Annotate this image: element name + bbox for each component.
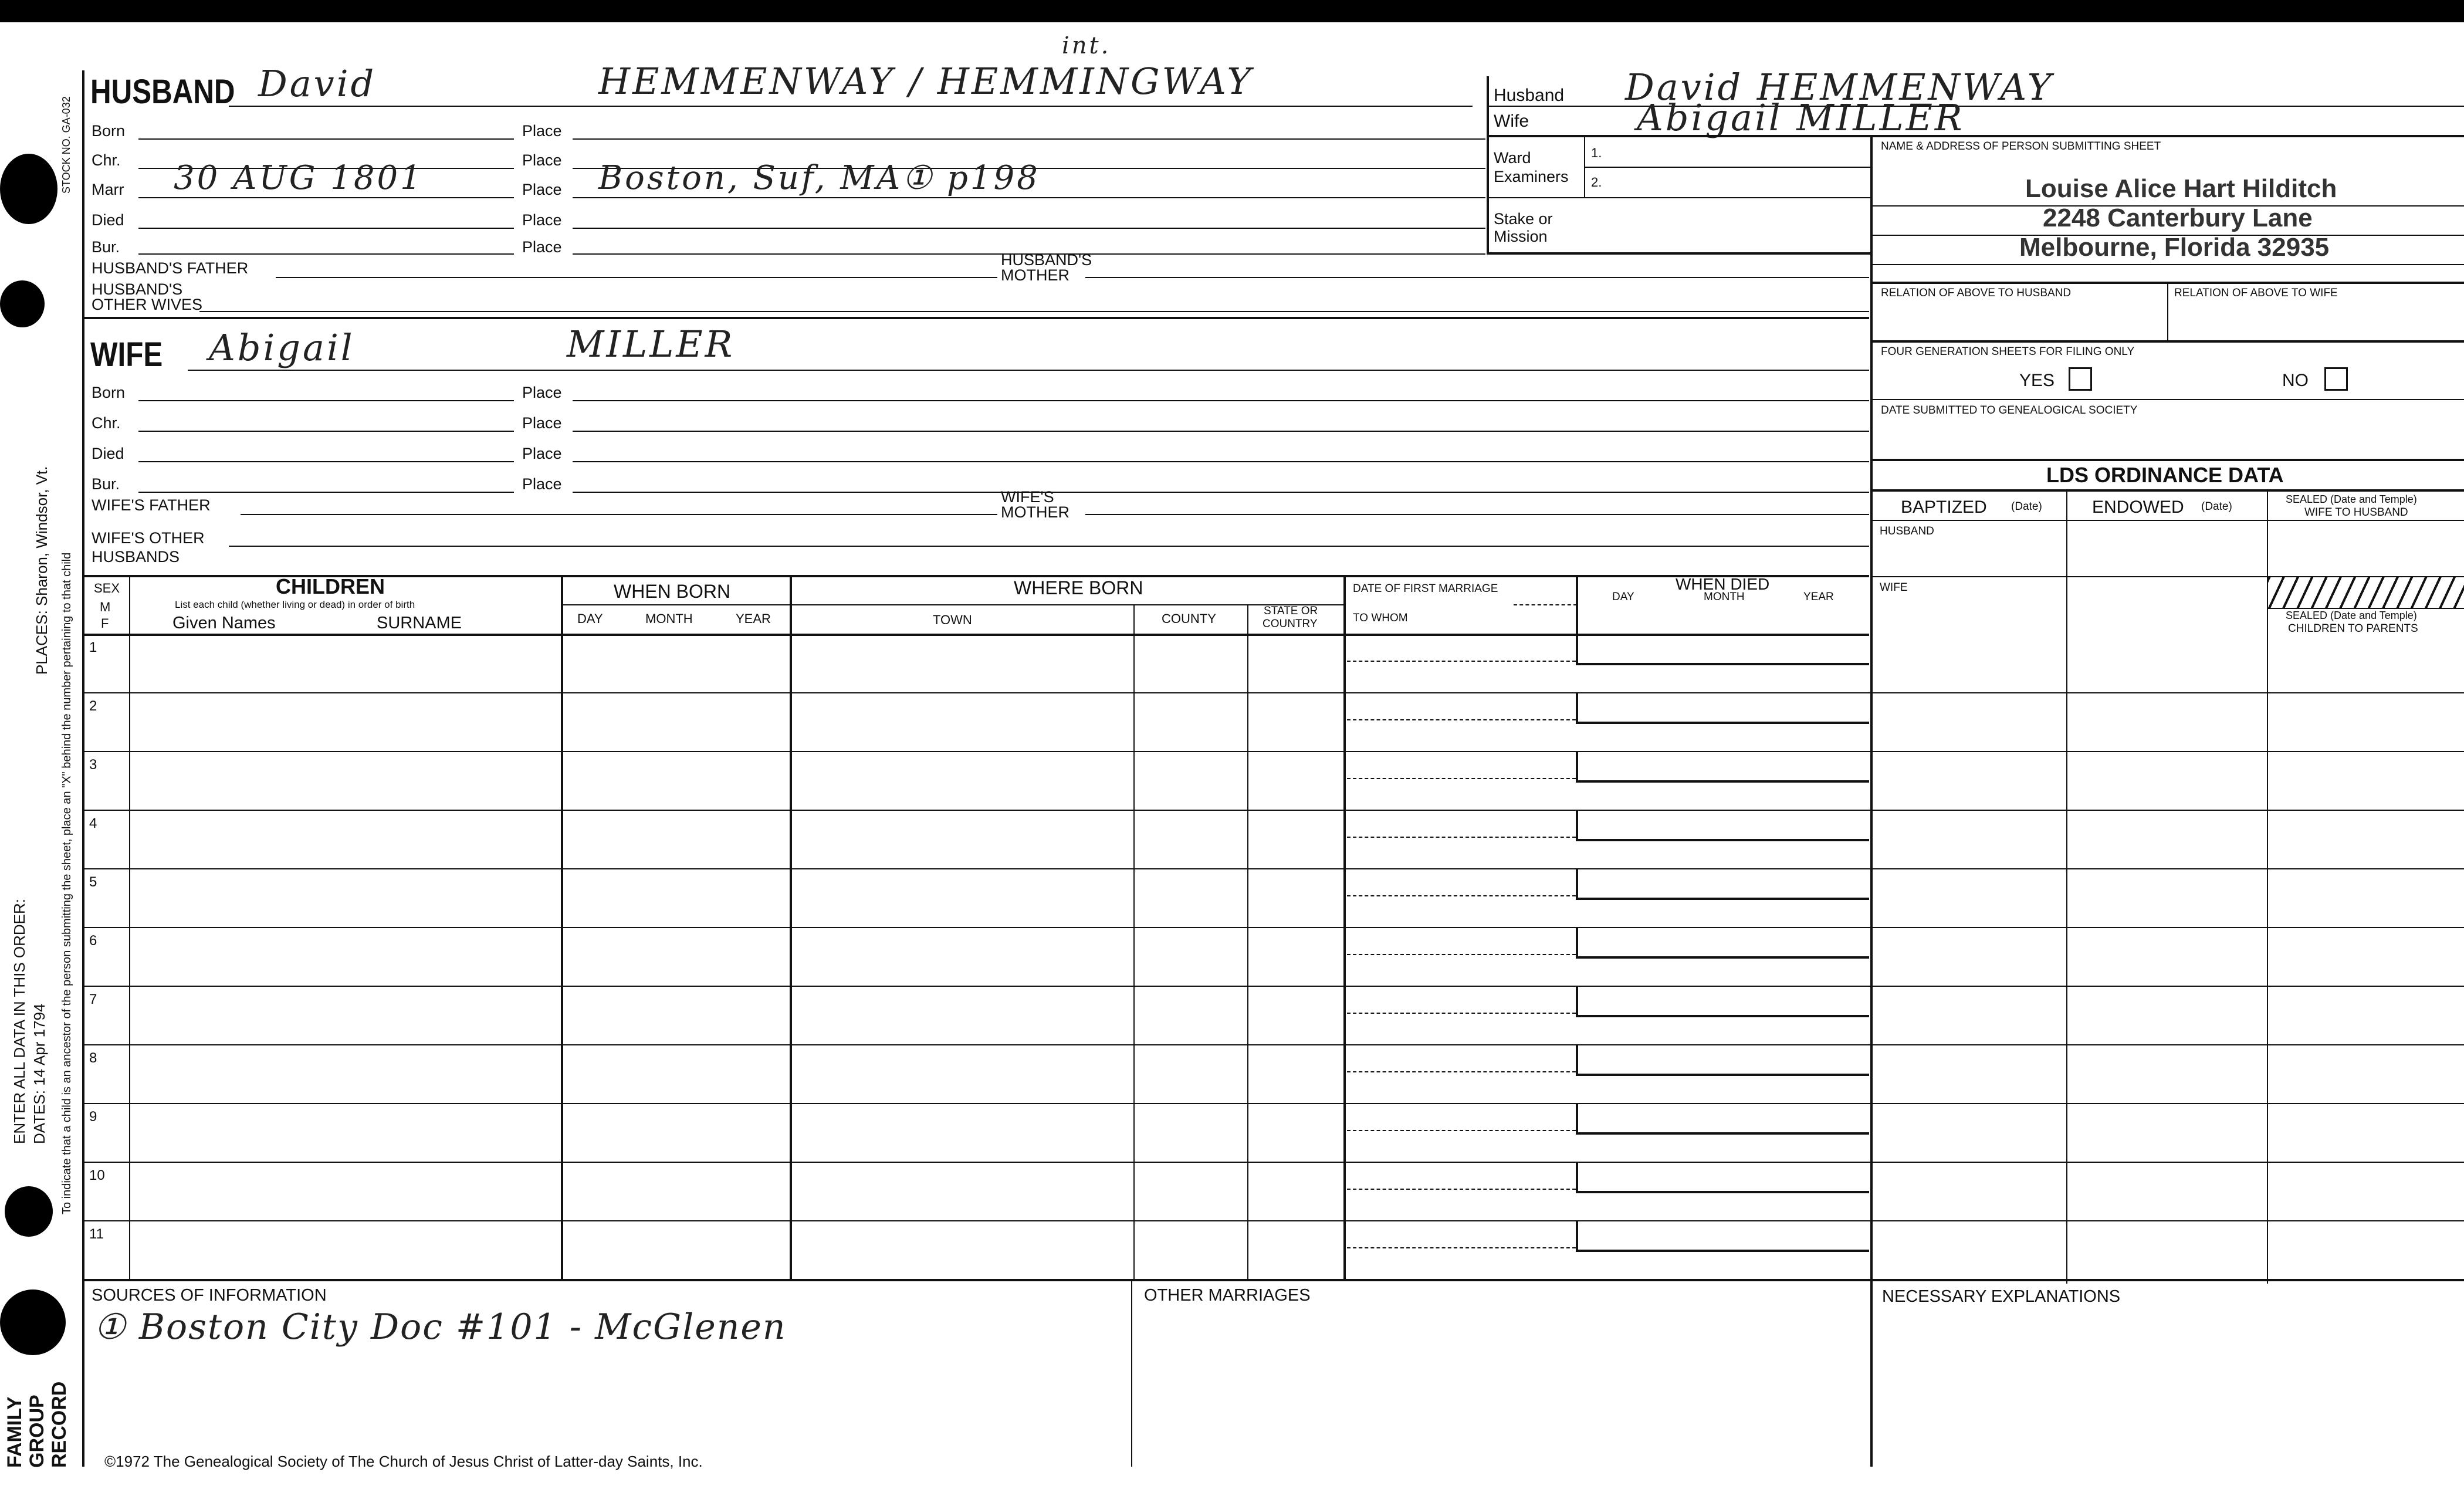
wife-chr-place-line bbox=[573, 431, 1869, 432]
given-names-header: Given Names bbox=[172, 614, 276, 632]
husbands-mother-line bbox=[1085, 277, 1869, 278]
child-row-number: 4 bbox=[89, 815, 97, 831]
no-label: NO bbox=[2282, 371, 2309, 390]
child-death-box[interactable] bbox=[1576, 811, 1869, 841]
husband-title: HUSBAND bbox=[90, 73, 235, 111]
endowed-label: ENDOWED bbox=[2092, 497, 2184, 517]
other-marriages-divider bbox=[1131, 1279, 1132, 1467]
wifes-other-husbands-label-1: WIFE'S OTHER bbox=[92, 529, 205, 547]
punch-hole-4 bbox=[0, 1289, 66, 1355]
husbands-mother-label-1: HUSBAND'S bbox=[1001, 251, 1092, 269]
record-title-record: RECORD bbox=[48, 1381, 70, 1468]
child-row-number: 11 bbox=[89, 1226, 104, 1242]
date-submitted-label: DATE SUBMITTED TO GENEALOGICAL SOCIETY bbox=[1881, 404, 2138, 417]
four-generation-label: FOUR GENERATION SHEETS FOR FILING ONLY bbox=[1881, 346, 2135, 358]
husband-chr-place-label: Place bbox=[522, 151, 562, 169]
punch-hole-3 bbox=[5, 1186, 53, 1237]
to-whom-header: TO WHOM bbox=[1353, 612, 1408, 624]
husband-marr-label: Marr bbox=[92, 181, 124, 198]
husband-bur-place-label: Place bbox=[522, 238, 562, 256]
husband-bur-line bbox=[138, 253, 514, 255]
sex-f-label: F bbox=[101, 616, 109, 631]
wife-name-line bbox=[188, 370, 1869, 371]
stake-label-1: Stake or bbox=[1494, 210, 1553, 228]
town-header: TOWN bbox=[933, 612, 972, 627]
wife-bur-place-label: Place bbox=[522, 475, 562, 493]
examiner-2: 2. bbox=[1591, 175, 1602, 189]
husband-born-line bbox=[138, 138, 514, 140]
child-marriage-date-dash bbox=[1347, 1247, 1576, 1248]
husband-name-line bbox=[229, 106, 1473, 107]
child-marriage-date-dash bbox=[1347, 837, 1576, 838]
examiner-2-line bbox=[1487, 197, 1870, 198]
necessary-explanations-label: NECESSARY EXPLANATIONS bbox=[1882, 1287, 2121, 1306]
when-died-header: WHEN DIED bbox=[1676, 575, 1770, 593]
lds-col-1 bbox=[2066, 489, 2067, 1284]
summary-wife-label: Wife bbox=[1494, 111, 1529, 131]
died-day-header: DAY bbox=[1612, 591, 1634, 603]
husbands-father-line bbox=[276, 277, 997, 278]
ward-label: Ward bbox=[1494, 149, 1531, 167]
wife-born-line bbox=[138, 400, 514, 401]
lds-title: LDS ORDINANCE DATA bbox=[2046, 463, 2284, 487]
child-row-number: 10 bbox=[89, 1167, 105, 1183]
wife-born-place-label: Place bbox=[522, 384, 562, 401]
right-column-divider bbox=[1870, 136, 1873, 1467]
other-marriages-label: OTHER MARRIAGES bbox=[1144, 1286, 1311, 1305]
summary-box-bottom bbox=[1487, 252, 1870, 255]
child-death-box[interactable] bbox=[1576, 693, 1869, 724]
husbands-mother-label-2: MOTHER bbox=[1001, 266, 1069, 284]
child-marriage-date-dash bbox=[1347, 954, 1576, 955]
margin-places: PLACES: Sharon, Windsor, Vt. bbox=[33, 466, 50, 675]
sealed-wife-to-husband-1: SEALED (Date and Temple) bbox=[2286, 493, 2417, 505]
husband-died-place-label: Place bbox=[522, 211, 562, 229]
children-title: CHILDREN bbox=[276, 574, 385, 598]
wifes-mother-label-2: MOTHER bbox=[1001, 503, 1069, 521]
child-marriage-date-dash bbox=[1347, 1013, 1576, 1014]
margin-enter-order: ENTER ALL DATA IN THIS ORDER: bbox=[11, 898, 28, 1144]
husbands-father-label: HUSBAND'S FATHER bbox=[92, 259, 249, 277]
husband-born-label: Born bbox=[92, 122, 126, 140]
child-row-number: 9 bbox=[89, 1109, 97, 1125]
husband-marr-place-label: Place bbox=[522, 181, 562, 198]
submitter-label: NAME & ADDRESS OF PERSON SUBMITTING SHEET bbox=[1881, 140, 2161, 153]
husbands-other-wives-label-2: OTHER WIVES bbox=[92, 296, 203, 313]
child-marriage-date-dash bbox=[1347, 661, 1576, 662]
child-row-bottom bbox=[82, 1103, 2464, 1104]
punch-hole-1 bbox=[0, 154, 57, 224]
where-born-header: WHERE BORN bbox=[1014, 577, 1143, 598]
month-header: MONTH bbox=[645, 611, 693, 626]
child-marriage-date-dash bbox=[1347, 719, 1576, 720]
endowed-date-label: (Date) bbox=[2201, 500, 2232, 513]
lds-title-bottom bbox=[1870, 489, 2464, 492]
state-header-2: COUNTRY bbox=[1263, 618, 1318, 630]
punch-hole-2 bbox=[0, 280, 45, 327]
children-table-bottom bbox=[82, 1279, 2464, 1281]
first-marriage-header: DATE OF FIRST MARRIAGE bbox=[1353, 583, 1498, 595]
wifes-mother-label-1: WIFE'S bbox=[1001, 488, 1054, 506]
child-row-number: 3 bbox=[89, 757, 97, 773]
relation-divider bbox=[2167, 283, 2168, 341]
examiner-1-line bbox=[1584, 167, 1870, 168]
stake-label-2: Mission bbox=[1494, 228, 1548, 245]
record-title-family: FAMILY bbox=[4, 1396, 26, 1468]
husband-died-line bbox=[138, 228, 514, 229]
child-death-box[interactable] bbox=[1576, 928, 1869, 959]
child-marriage-date-dash bbox=[1347, 895, 1576, 896]
wife-died-place-line bbox=[573, 461, 1869, 462]
state-header-1: STATE OR bbox=[1264, 605, 1318, 617]
yes-label: YES bbox=[2019, 371, 2055, 390]
husband-died-place-line bbox=[573, 228, 1485, 229]
examiner-1: 1. bbox=[1591, 145, 1602, 160]
baptized-label: BAPTIZED bbox=[1901, 497, 1987, 517]
wife-born-label: Born bbox=[92, 384, 126, 401]
examiners-label: Examiners bbox=[1494, 168, 1569, 185]
sealed-children-to-parents-1: SEALED (Date and Temple) bbox=[2286, 610, 2417, 621]
wifes-father-label: WIFE'S FATHER bbox=[92, 496, 211, 514]
submitter-line-1: Louise Alice Hart Hilditch bbox=[2025, 174, 2337, 203]
child-row-bottom bbox=[82, 868, 2464, 869]
when-born-header: WHEN BORN bbox=[614, 581, 731, 602]
lds-hatched-cell bbox=[2268, 577, 2464, 608]
day-header: DAY bbox=[577, 611, 603, 626]
child-row-bottom bbox=[82, 692, 2464, 693]
died-month-header: MONTH bbox=[1704, 591, 1745, 603]
child-marriage-date-dash bbox=[1347, 1189, 1576, 1190]
child-row-bottom bbox=[82, 1220, 2464, 1221]
sealed-children-to-parents-2: CHILDREN TO PARENTS bbox=[2288, 622, 2418, 635]
child-row-bottom bbox=[82, 986, 2464, 987]
when-died-left bbox=[1576, 575, 1578, 634]
other-husbands-line bbox=[229, 546, 1869, 547]
sex-label: SEX bbox=[94, 581, 120, 595]
husband-surname[interactable]: HEMMENWAY / HEMMINGWAY bbox=[598, 60, 1254, 103]
child-row-number: 1 bbox=[89, 639, 97, 655]
child-row-number: 8 bbox=[89, 1050, 97, 1066]
submitter-rule-3 bbox=[1870, 264, 2464, 265]
husband-chr-label: Chr. bbox=[92, 151, 121, 169]
relation-husband-label: RELATION OF ABOVE TO HUSBAND bbox=[1881, 287, 2072, 299]
wife-bur-place-line bbox=[573, 492, 1869, 493]
husband-marr-line bbox=[138, 197, 514, 198]
wife-died-label: Died bbox=[92, 445, 124, 462]
wife-chr-line bbox=[138, 431, 514, 432]
lds-wife-label: WIFE bbox=[1880, 581, 1908, 594]
wifes-father-line bbox=[241, 514, 997, 515]
child-death-box[interactable] bbox=[1576, 1221, 1869, 1252]
child-row-bottom bbox=[82, 927, 2464, 928]
child-row-bottom bbox=[82, 751, 2464, 752]
wifes-mother-line bbox=[1085, 514, 1869, 515]
submitter-line-2: 2248 Canterbury Lane bbox=[2043, 204, 2313, 232]
surname-header: SURNAME bbox=[377, 614, 462, 632]
husband-surname-note: int. bbox=[1062, 32, 1111, 59]
sex-m-label: M bbox=[100, 600, 111, 614]
summary-husband-label: Husband bbox=[1494, 86, 1565, 105]
child-death-box[interactable] bbox=[1576, 869, 1869, 900]
husband-died-label: Died bbox=[92, 211, 124, 229]
relation-wife-label: RELATION OF ABOVE TO WIFE bbox=[2174, 287, 2338, 299]
sealed-wife-to-husband-2: WIFE TO HUSBAND bbox=[2304, 506, 2408, 519]
child-row-number: 2 bbox=[89, 698, 97, 714]
summary-husband-value[interactable]: David HEMMENWAY bbox=[1625, 66, 2054, 109]
husband-given-name[interactable]: David bbox=[258, 62, 377, 105]
margin-ancestor-instruction: To indicate that a child is an ancestor of the person submitting the sheet, place an "X" behind the number pertaining to that child bbox=[60, 552, 73, 1214]
baptized-date-label: (Date) bbox=[2011, 500, 2042, 513]
child-row-bottom bbox=[82, 1162, 2464, 1163]
child-death-box[interactable] bbox=[1576, 635, 1869, 665]
lds-header-bottom bbox=[1870, 520, 2464, 521]
yes-checkbox[interactable] bbox=[2069, 367, 2092, 391]
husband-born-place-label: Place bbox=[522, 122, 562, 140]
date-submitted-bottom bbox=[1870, 459, 2464, 461]
relation-bottom bbox=[1870, 340, 2464, 343]
wife-given-name[interactable]: Abigail bbox=[209, 326, 355, 369]
child-death-box[interactable] bbox=[1576, 1045, 1869, 1076]
wife-chr-place-label: Place bbox=[522, 414, 562, 432]
husband-born-place-line bbox=[573, 138, 1485, 140]
husband-section-bottom bbox=[82, 317, 1869, 319]
copyright: ©1972 The Genealogical Society of The Church of Jesus Christ of Latter-day Saints, Inc. bbox=[104, 1453, 703, 1470]
summary-wife-value[interactable]: Abigail MILLER bbox=[1637, 96, 1965, 139]
lds-hatched-bottom bbox=[2267, 608, 2464, 609]
summary-box-left bbox=[1487, 76, 1489, 252]
sources-label: SOURCES OF INFORMATION bbox=[92, 1286, 327, 1305]
first-marriage-dash bbox=[1514, 604, 1577, 605]
child-row-number: 6 bbox=[89, 933, 97, 949]
child-death-box[interactable] bbox=[1576, 752, 1869, 783]
record-title-group: GROUP bbox=[26, 1395, 48, 1468]
children-instruction: List each child (whether living or dead) in order of birth bbox=[175, 599, 415, 610]
died-year-header: YEAR bbox=[1803, 591, 1834, 603]
top-black-border bbox=[0, 0, 2464, 22]
husband-marr-date[interactable]: 30 AUG 1801 bbox=[174, 159, 424, 197]
child-death-box[interactable] bbox=[1576, 987, 1869, 1017]
stock-number: STOCK NO. GA-032 bbox=[60, 96, 72, 194]
husbands-other-wives-label-1: HUSBAND'S bbox=[92, 280, 183, 298]
other-wives-line bbox=[199, 311, 1869, 312]
wife-surname[interactable]: MILLER bbox=[567, 323, 735, 365]
husband-marr-place[interactable]: Boston, Suf, MA① p198 bbox=[598, 159, 1040, 197]
wife-title: WIFE bbox=[90, 336, 163, 374]
four-generation-bottom bbox=[1870, 399, 2464, 400]
wife-bur-label: Bur. bbox=[92, 475, 120, 493]
county-left bbox=[1133, 604, 1135, 1279]
child-marriage-date-dash bbox=[1347, 1071, 1576, 1072]
child-row-bottom bbox=[82, 1044, 2464, 1045]
child-row-number: 5 bbox=[89, 874, 97, 890]
sources-value[interactable]: ① Boston City Doc #101 - McGlenen bbox=[94, 1307, 787, 1348]
wife-bur-line bbox=[138, 492, 514, 493]
child-marriage-date-dash bbox=[1347, 1130, 1576, 1131]
margin-dates: DATES: 14 Apr 1794 bbox=[31, 1003, 48, 1144]
wife-died-line bbox=[138, 461, 514, 462]
child-death-box[interactable] bbox=[1576, 1163, 1869, 1193]
child-row-bottom bbox=[82, 810, 2464, 811]
wifes-other-husbands-label-2: HUSBANDS bbox=[92, 548, 180, 566]
husband-bur-label: Bur. bbox=[92, 238, 120, 256]
when-born-subheader-rule bbox=[561, 604, 1345, 605]
county-header: COUNTY bbox=[1162, 611, 1216, 626]
form-left-border bbox=[82, 70, 84, 1467]
wife-chr-label: Chr. bbox=[92, 414, 121, 432]
state-left bbox=[1247, 604, 1248, 1279]
submitter-line-3: Melbourne, Florida 32935 bbox=[2019, 233, 2330, 262]
husband-marr-place-line bbox=[573, 197, 1485, 198]
lds-husband-label: HUSBAND bbox=[1880, 525, 1934, 537]
child-death-box[interactable] bbox=[1576, 1104, 1869, 1135]
no-checkbox[interactable] bbox=[2324, 367, 2348, 391]
wife-born-place-line bbox=[573, 400, 1869, 401]
child-marriage-date-dash bbox=[1347, 778, 1576, 779]
summary-wife-line bbox=[1487, 135, 2464, 137]
child-row-number: 7 bbox=[89, 991, 97, 1007]
wife-died-place-label: Place bbox=[522, 445, 562, 462]
year-header: YEAR bbox=[736, 611, 771, 626]
summary-husband-line bbox=[1487, 106, 2464, 107]
